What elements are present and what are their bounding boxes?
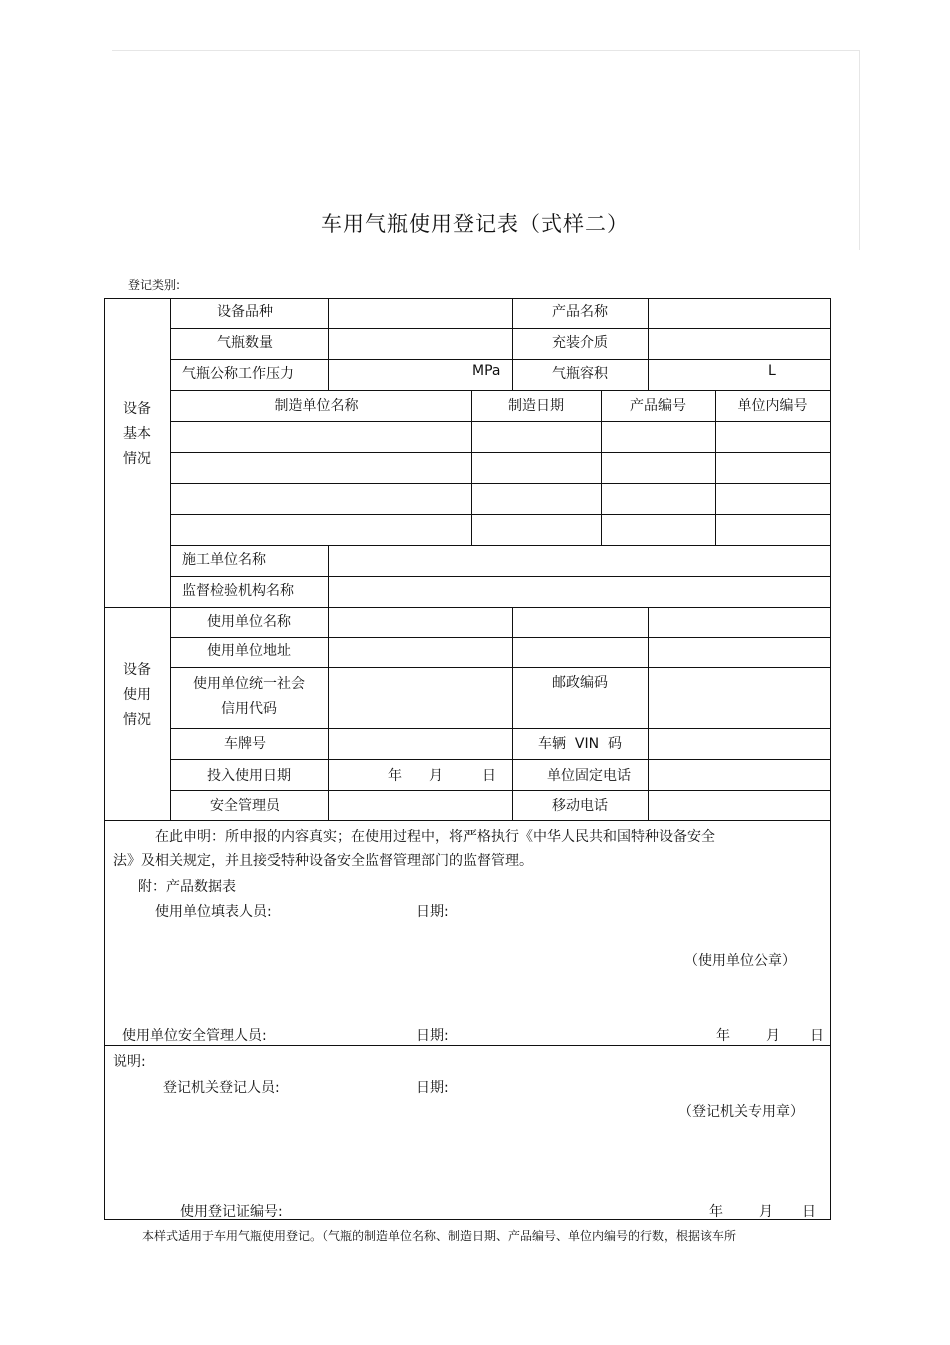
internal-number-column-header: 单位内编号 <box>737 398 808 414</box>
notes-year: 年 <box>709 1204 723 1220</box>
notes-label: 说明: <box>113 1054 146 1070</box>
page-frame-top <box>112 50 860 51</box>
inspection-org-field[interactable] <box>329 577 830 607</box>
safety-manager-label: 安全管理员 <box>210 798 280 814</box>
form-filler-label: 使用单位填表人员: <box>155 904 272 920</box>
row-divider <box>170 390 831 391</box>
product-name-label: 产品名称 <box>552 304 608 320</box>
nominal-pressure-label: 气瓶公称工作压力 <box>182 366 294 382</box>
section-divider <box>104 1045 831 1046</box>
equipment-type-label: 设备品种 <box>217 304 273 320</box>
declaration-month: 月 <box>766 1028 780 1044</box>
user-seal-note: （使用单位公章） <box>684 953 796 969</box>
row-divider <box>170 452 831 453</box>
cylinder-volume-label: 气瓶容积 <box>552 366 608 382</box>
user-name-field[interactable] <box>329 608 512 637</box>
safety-person-label: 使用单位安全管理人员: <box>122 1028 267 1044</box>
section-divider <box>104 820 831 821</box>
registrar-label: 登记机关登记人员: <box>163 1080 280 1096</box>
declaration-year: 年 <box>716 1028 730 1044</box>
equipment-type-field[interactable] <box>329 299 512 328</box>
plate-number-field[interactable] <box>329 729 512 759</box>
row-divider <box>170 421 831 422</box>
footer-note: 本样式适用于车用气瓶使用登记。（气瓶的制造单位名称、制造日期、产品编号、单位内编号的行数，根据该车所 <box>142 1229 737 1243</box>
vin-code-label: 车辆 VIN 码 <box>538 736 622 752</box>
mobile-phone-field[interactable] <box>649 791 830 820</box>
declaration-text-line1: 在此申明：所申报的内容真实；在使用过程中，将严格执行《中华人民共和国特种设备安全 <box>155 829 715 845</box>
start-date-year: 年 <box>388 768 402 784</box>
fill-date-label: 日期: <box>416 904 449 920</box>
credit-code-field[interactable] <box>329 668 512 728</box>
cylinder-count-field[interactable] <box>329 329 512 359</box>
credit-code-label: 使用单位统一社会 信用代码 <box>193 676 305 717</box>
pressure-unit: MPa <box>472 363 501 379</box>
table-border-right <box>830 298 831 1220</box>
registration-type-label: 登记类别: <box>128 278 181 292</box>
product-name-field[interactable] <box>649 299 830 328</box>
vin-code-field[interactable] <box>649 729 830 759</box>
cylinder-count-label: 气瓶数量 <box>217 335 273 351</box>
certificate-number-label: 使用登记证编号: <box>180 1204 283 1220</box>
safety-date-label: 日期: <box>416 1028 449 1044</box>
section-basic-label: 设备 基本 情况 <box>123 401 151 467</box>
safety-manager-field[interactable] <box>329 791 512 820</box>
filling-medium-label: 充装介质 <box>552 335 608 351</box>
fixed-phone-field[interactable] <box>649 760 830 790</box>
notes-day: 日 <box>802 1204 816 1220</box>
construction-unit-field[interactable] <box>329 546 830 576</box>
row-divider <box>170 514 831 515</box>
volume-unit: L <box>768 363 776 379</box>
fixed-phone-label: 单位固定电话 <box>547 768 631 784</box>
form-title: 车用气瓶使用登记表（式样二） <box>321 212 629 236</box>
user-address-label: 使用单位地址 <box>207 643 291 659</box>
row-divider <box>170 483 831 484</box>
start-date-month: 月 <box>429 768 443 784</box>
authority-seal-note: （登记机关专用章） <box>678 1104 804 1120</box>
plate-number-label: 车牌号 <box>224 736 266 752</box>
manufacturer-column-header: 制造单位名称 <box>274 398 359 414</box>
postal-code-field[interactable] <box>649 668 830 728</box>
inspection-org-label: 监督检验机构名称 <box>182 583 294 599</box>
registrar-date-label: 日期: <box>416 1080 449 1096</box>
declaration-text-line2: 法》及相关规定，并且接受特种设备安全监督管理部门的监督管理。 <box>113 853 533 869</box>
start-date-day: 日 <box>482 768 496 784</box>
start-date-label: 投入使用日期 <box>207 768 291 784</box>
user-name-label: 使用单位名称 <box>207 614 291 630</box>
attachment-note: 附：产品数据表 <box>138 879 236 895</box>
column-divider <box>512 607 513 821</box>
product-number-column-header: 产品编号 <box>630 398 686 414</box>
mobile-phone-label: 移动电话 <box>552 798 608 814</box>
section-use-label: 设备 使用 情况 <box>123 662 151 728</box>
filling-medium-field[interactable] <box>649 329 830 359</box>
manufacture-date-column-header: 制造日期 <box>508 398 564 414</box>
postal-code-label: 邮政编码 <box>552 675 608 691</box>
notes-month: 月 <box>759 1204 773 1220</box>
construction-unit-label: 施工单位名称 <box>182 552 266 568</box>
user-address-field[interactable] <box>329 638 512 667</box>
declaration-day: 日 <box>810 1028 824 1044</box>
row-divider <box>170 359 831 360</box>
